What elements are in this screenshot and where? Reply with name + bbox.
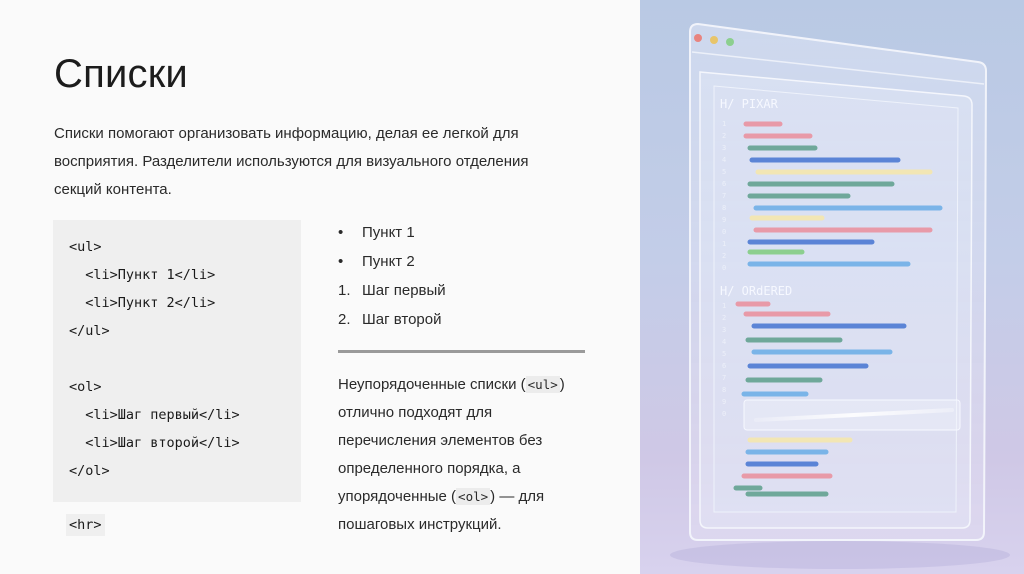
code-line: <li>Шаг второй</li> (69, 435, 240, 451)
svg-text:1: 1 (722, 240, 727, 248)
bullet-marker: • (338, 253, 344, 270)
code-line: <ol> (69, 379, 102, 395)
svg-text:9: 9 (722, 398, 727, 406)
slide-title: Списки (54, 52, 188, 96)
illustration-panel (640, 0, 1024, 574)
hr-code-tag: <hr> (66, 514, 105, 536)
svg-text:0: 0 (722, 228, 727, 236)
svg-text:2: 2 (722, 314, 727, 322)
svg-text:4: 4 (722, 338, 727, 346)
svg-text:8: 8 (722, 386, 727, 394)
svg-text:2: 2 (722, 252, 727, 260)
code-window-illustration (640, 0, 1024, 574)
intro-text: Списки помогают организовать информацию, делая ее легкой для восприятия. Разделители используются для визуального отделения секций контента. (54, 125, 529, 198)
svg-text:2: 2 (722, 132, 727, 140)
svg-text:1: 1 (722, 302, 727, 310)
number-marker: 1. (338, 282, 351, 299)
svg-text:3: 3 (722, 144, 727, 152)
svg-text:8: 8 (722, 204, 727, 212)
code-line: <li>Пункт 1</li> (69, 267, 216, 283)
svg-text:0: 0 (722, 264, 727, 272)
svg-text:0: 0 (722, 410, 727, 418)
svg-text:6: 6 (722, 180, 727, 188)
horizontal-divider (338, 350, 585, 353)
code-line: <ul> (69, 239, 102, 255)
illustration-heading: H/ ORdERED (720, 284, 793, 298)
number-marker: 2. (338, 311, 351, 328)
svg-text:4: 4 (722, 156, 727, 164)
svg-text:5: 5 (722, 350, 727, 358)
svg-text:9: 9 (722, 216, 727, 224)
bullet-marker: • (338, 224, 344, 241)
svg-text:3: 3 (722, 326, 727, 334)
ul-code: <ul> (527, 377, 558, 392)
list-item: 1. Шаг первый (338, 282, 446, 299)
svg-text:5: 5 (722, 168, 727, 176)
code-line: <li>Пункт 2</li> (69, 295, 216, 311)
svg-text:7: 7 (722, 192, 727, 200)
code-line: <li>Шаг первый</li> (69, 407, 240, 423)
code-line: </ul> (69, 323, 110, 339)
code-line: </ol> (69, 463, 110, 479)
illustration-heading: H/ PIXAR (720, 97, 778, 111)
window-minimize-dot (710, 36, 718, 44)
svg-text:6: 6 (722, 362, 727, 370)
list-item: • Пункт 1 (338, 224, 415, 241)
list-item: • Пункт 2 (338, 253, 415, 270)
list-item: 2. Шаг второй (338, 311, 442, 328)
svg-text:7: 7 (722, 374, 727, 382)
ol-code: <ol> (458, 489, 489, 504)
window-close-dot (694, 34, 702, 42)
code-example (53, 220, 301, 502)
svg-text:1: 1 (722, 120, 727, 128)
window-maximize-dot (726, 38, 734, 46)
description-text: Неупорядоченные списки ( <ul> ) отлично подходят для перечисления элементов без определенного порядка, а упорядоченные ( <ol> ) — для пошаговых инструкций. (338, 376, 565, 533)
